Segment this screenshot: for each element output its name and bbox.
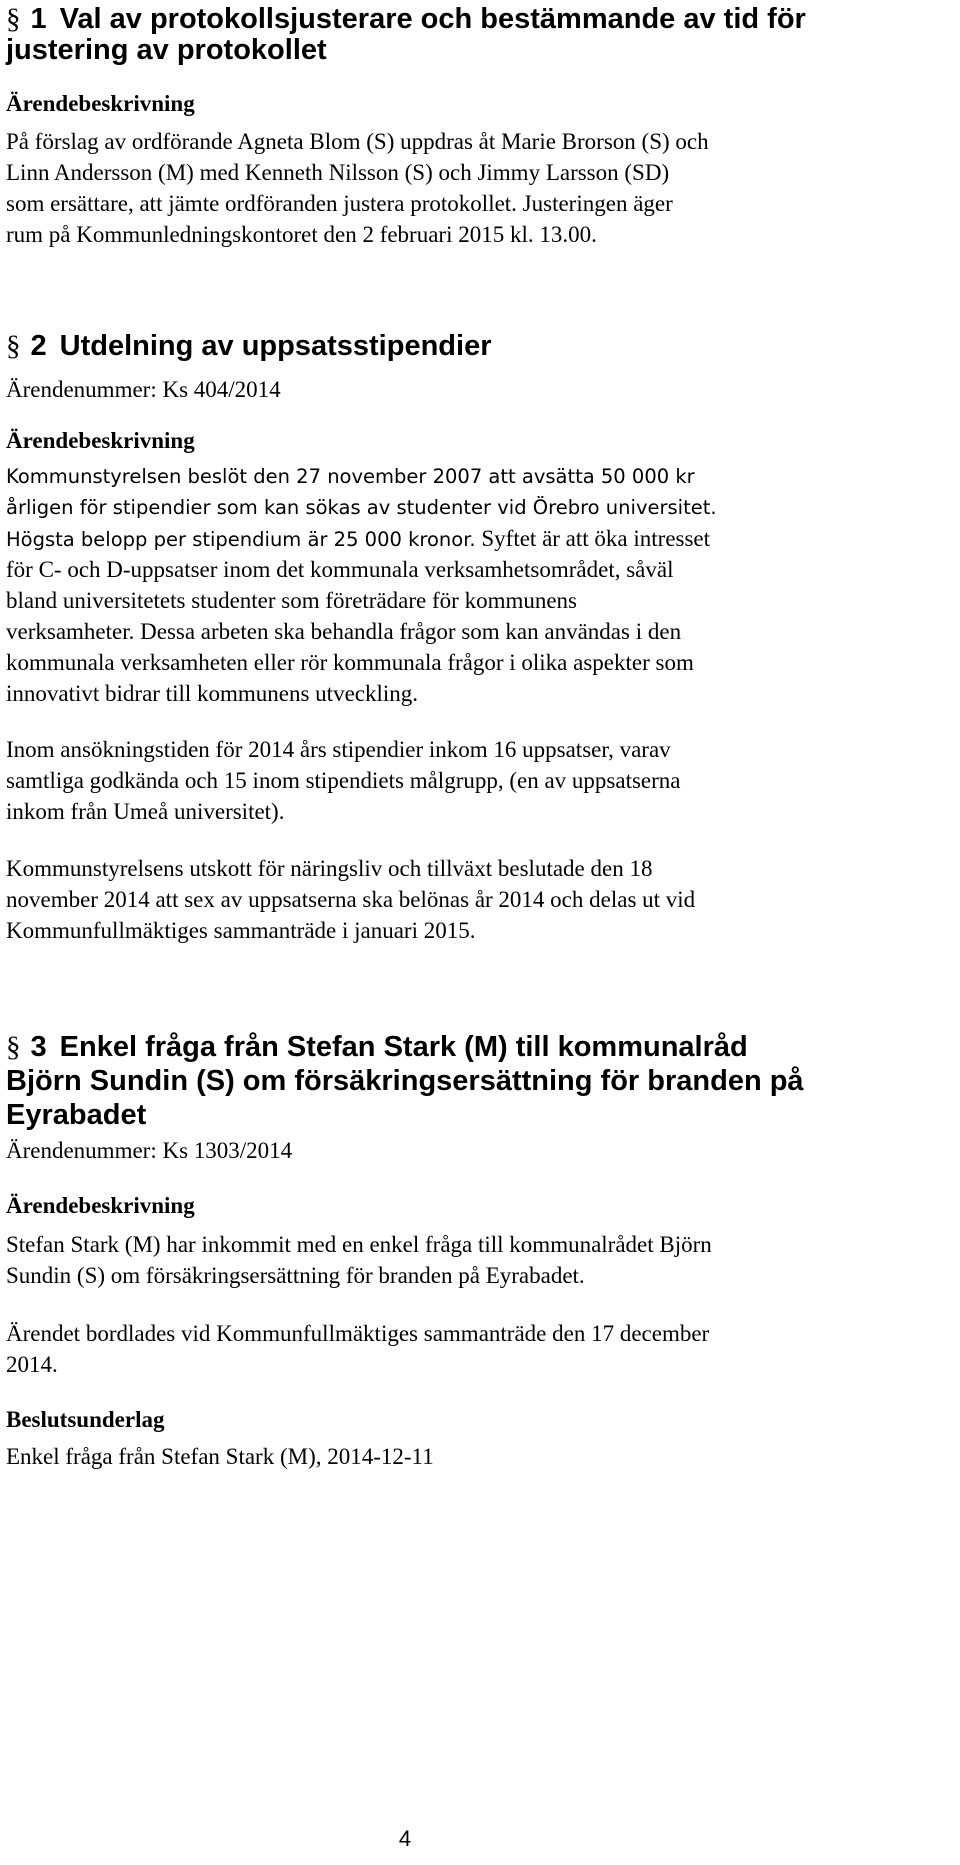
- body-line: bland universitetets studenter som företrädare för kommunens: [6, 588, 578, 613]
- section-number: 3: [30, 1031, 47, 1063]
- body-line: [6, 523, 956, 555]
- section-title-line: Björn Sundin (S) om försäkringsersättning för branden på: [6, 1065, 804, 1097]
- subheading: Ärendebeskrivning: [6, 428, 195, 453]
- subheading: Ärendebeskrivning: [6, 91, 195, 116]
- section-3-heading-cont: [6, 1064, 804, 1099]
- body-line: På förslag av ordförande Agneta Blom (S) uppdras åt Marie Brorson (S) och: [6, 129, 709, 154]
- body-text: Syftet är att öka intresset: [475, 526, 711, 551]
- case-number: Ärendenummer: Ks 404/2014: [6, 377, 281, 402]
- paragraph-mark: §: [6, 3, 21, 35]
- section-1-heading: [6, 2, 806, 37]
- body-line: för C- och D-uppsatser inom det kommunala verksamhetsområdet, såväl: [6, 557, 674, 582]
- subheading: Ärendebeskrivning: [6, 1193, 195, 1218]
- body-line: Sundin (S) om försäkringsersättning för branden på Eyrabadet.: [6, 1263, 585, 1288]
- paragraph-mark: §: [6, 330, 21, 362]
- section-title-line: Enkel fråga från Stefan Stark (M) till kommunalråd: [59, 1031, 748, 1063]
- section-title: Utdelning av uppsatsstipendier: [59, 330, 492, 362]
- section-3-heading: [6, 1030, 748, 1065]
- section-1-heading-cont: [6, 33, 327, 68]
- basis-heading: Beslutsunderlag: [6, 1407, 165, 1432]
- body-line: Stefan Stark (M) har inkommit med en enkel fråga till kommunalrådet Björn: [6, 1232, 712, 1257]
- section-title-line: justering av protokollet: [6, 34, 327, 66]
- section-title-line: Eyrabadet: [6, 1099, 147, 1131]
- body-line: Kommunstyrelsen beslöt den 27 november 2007 att avsätta 50 000 kr: [6, 465, 695, 488]
- body-line: innovativt bidrar till kommunens utveckling.: [6, 681, 419, 706]
- body-line: 2014.: [6, 1352, 58, 1377]
- body-line: inkom från Umeå universitet).: [6, 799, 285, 824]
- section-title-line: Val av protokollsjusterare och bestämmande av tid för: [59, 3, 806, 35]
- body-text: Dessa arbeten ska behandla frågor som kan användas i den: [134, 619, 682, 644]
- body-line: november 2014 att sex av uppsatserna ska belönas år 2014 och delas ut vid: [6, 887, 696, 912]
- section-3-heading-cont: [6, 1098, 146, 1133]
- body-line: rum på Kommunledningskontoret den 2 februari 2015 kl. 13.00.: [6, 222, 597, 247]
- section-number: 2: [30, 330, 47, 362]
- basis-text: Enkel fråga från Stefan Stark (M), 2014-12-11: [6, 1444, 434, 1469]
- body-line: Inom ansökningstiden för 2014 års stipendier inkom 16 uppsatser, varav: [6, 737, 671, 762]
- body-line: som ersättare, att jämte ordföranden justera protokollet. Justeringen äger: [6, 191, 673, 216]
- section-2-heading: [6, 329, 491, 364]
- body-line: Kommunfullmäktiges sammanträde i januari 2015.: [6, 918, 476, 943]
- section-number: 1: [30, 3, 47, 35]
- body-line: kommunala verksamheten eller rör kommunala frågor i olika aspekter som: [6, 650, 694, 675]
- body-text: verksamheter.: [6, 619, 135, 644]
- body-line: samtliga godkända och 15 inom stipendiets målgrupp, (en av uppsatserna: [6, 768, 681, 793]
- body-line: Kommunstyrelsens utskott för näringsliv och tillväxt beslutade den 18: [6, 856, 653, 881]
- paragraph-mark: §: [6, 1031, 21, 1063]
- case-number: Ärendenummer: Ks 1303/2014: [6, 1138, 293, 1163]
- body-text: Högsta belopp per stipendium är 25 000 kronor.: [6, 528, 476, 551]
- body-line: Linn Andersson (M) med Kenneth Nilsson (S) och Jimmy Larsson (SD): [6, 160, 670, 185]
- body-line: [6, 616, 956, 647]
- body-line: Ärendet bordlades vid Kommunfullmäktiges sammanträde den 17 december: [6, 1321, 710, 1346]
- page-number: 4: [398, 1826, 412, 1851]
- body-line: årligen för stipendier som kan sökas av studenter vid Örebro universitet.: [6, 496, 717, 519]
